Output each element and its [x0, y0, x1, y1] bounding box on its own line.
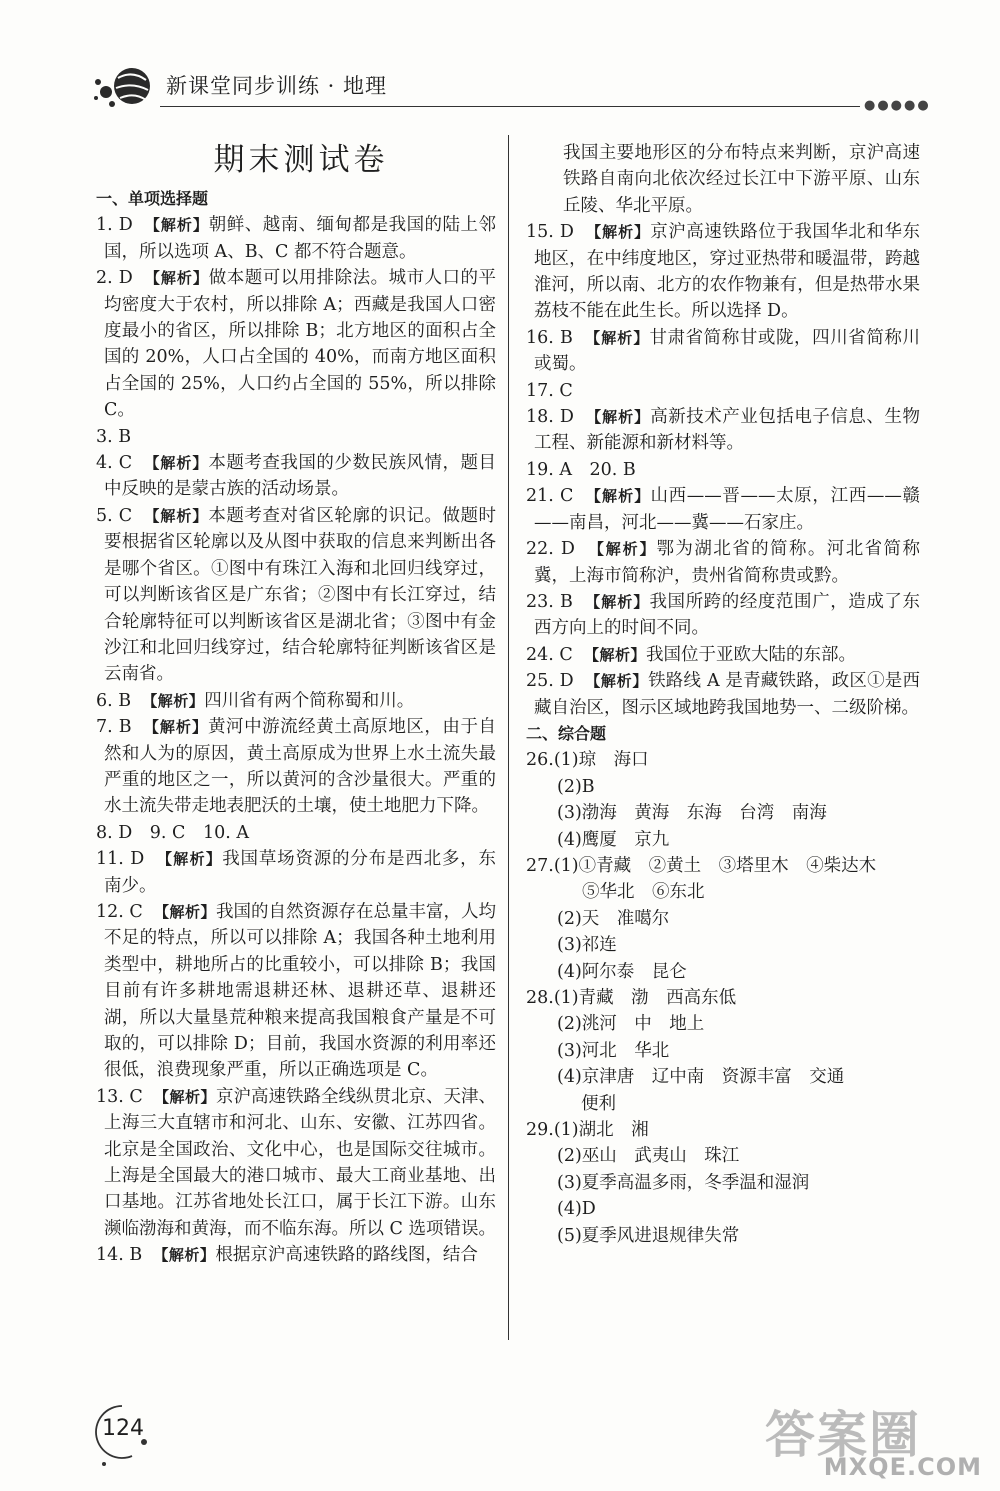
analysis-text: 朝鲜、越南、缅甸都是我国的陆上邻国，所以选项 A、B、C 都不符合题意。 [104, 215, 496, 262]
answer-number: 18. D [526, 407, 574, 428]
list-item: (3)夏季高温多雨，冬季温和湿润 [557, 1172, 810, 1193]
answer-item [96, 1084, 496, 1242]
answer-number: 24. C [526, 644, 573, 665]
list-item: ⑤华北 ⑥东北 [582, 882, 705, 903]
analysis-text: 京沪高速铁路位于我国华北和华东地区，在中纬度地区，穿过亚热带和暖温带，跨越淮河，所以南、北方的农作物兼有，但是热带水果荔枝不能在此生长。所以选择 D。 [534, 222, 920, 322]
answer-item [96, 899, 496, 1084]
question-28 [526, 985, 920, 1117]
analysis-text: 本题考查对省区轮廓的识记。做题时要根据省区轮廓以及从图中获取的信息来判断出各是哪个省区。①图中有珠江入海和北回归线穿过，可以判断该省区是广东省；②图中有长江穿过，结合轮廓特征可以判断该省区是湖北省；③图中有金沙江和北回归线穿过，结合轮廓特征判断该省区是云南省。 [104, 505, 497, 685]
list-item: 29.(1)湖北 湘 [526, 1120, 649, 1141]
answer-number: 16. B [526, 327, 573, 348]
list-item: (5)夏季风进退规律失常 [557, 1225, 740, 1246]
watermark [735, 1395, 990, 1485]
answer-item [526, 457, 920, 483]
analysis-tag: 【解析】 [153, 1246, 216, 1265]
list-item: (3)祁连 [557, 935, 617, 956]
watermark-url: MXQE.COM [823, 1453, 982, 1481]
analysis-tag: 【解析】 [583, 645, 646, 664]
analysis-tag: 【解析】 [585, 328, 650, 347]
right-column [526, 140, 920, 1249]
analysis-tag: 【解析】 [588, 540, 657, 559]
question-26 [526, 747, 920, 853]
answer-item [526, 325, 920, 378]
page-title: 期末测试卷 [213, 142, 389, 178]
analysis-text: 我国所跨的经度范围广，造成了东西方向上的时间不同。 [534, 591, 920, 639]
answer-item [96, 424, 496, 450]
answer-list-right [526, 219, 920, 721]
answer-number: 25. D [526, 671, 574, 692]
analysis-text: 高新技术产业包括电子信息、生物工程、新能源和新材料等。 [534, 407, 920, 454]
answer-number: 1. D [96, 215, 133, 236]
list-item: 26.(1)琼 海口 [526, 750, 649, 771]
answer-number: 5. C [96, 505, 133, 526]
analysis-text: 我国的自然资源存在总量丰富，人均不足的特点，所以可以排除 A；我国各种土地利用类型中，耕地所占的比重较小，可以排除 B；我国目前有许多耕地需退耕还林、退耕还草、退耕还湖，所以大量垦荒种粮来提高我国粮食产量是不可取的，可以排除 D；目前，我国水资源的利用率还很低，浪费现象严重，所以正确选项是 C。 [104, 901, 496, 1081]
analysis-tag: 【解析】 [586, 408, 651, 427]
analysis-text: 铁路线 A 是青藏铁路，政区①是西藏自治区，图示区域地跨我国地势一、二级阶梯。 [534, 671, 920, 718]
answer-item [526, 378, 920, 404]
answer-item [526, 589, 920, 642]
analysis-tag: 【解析】 [586, 223, 651, 242]
answer-14-continued: 我国主要地形区的分布特点来判断，京沪高速铁路自南向北依次经过长江中下游平原、山东丘陵、华北平原。 [563, 143, 920, 216]
answer-number: 3. B [96, 426, 132, 447]
analysis-tag: 【解析】 [585, 487, 651, 506]
answer-number: 22. D [526, 539, 575, 560]
analysis-text: 甘肃省简称甘或陇，四川省简称川或蜀。 [534, 327, 920, 375]
answer-number: 4. C [96, 453, 133, 474]
answer-item [96, 450, 496, 503]
list-item: (4)D [557, 1199, 596, 1220]
answer-number: 23. B [526, 591, 573, 612]
list-item: 28.(1)青藏 渤 西高东低 [526, 988, 737, 1008]
list-item: (3)河北 华北 [557, 1040, 670, 1061]
globe-logo-icon [90, 62, 160, 112]
analysis-tag: 【解析】 [144, 269, 209, 288]
answer-number: 2. D [96, 268, 133, 289]
analysis-tag: 【解析】 [144, 454, 209, 473]
column-divider [508, 135, 509, 1340]
analysis-text: 京沪高速铁路全线纵贯北京、天津、上海三大直辖市和河北、山东、安徽、江苏四省。北京是全国政治、文化中心，也是国际交往城市。上海是全国最大的港口城市、最大工商业基地、出口基地。江苏省地处长江口，属于长江下游。山东濒临渤海和黄海，而不临东海。所以 C 选项错误。 [104, 1086, 497, 1239]
answer-item [96, 846, 496, 899]
answer-item [526, 219, 920, 325]
question-29 [526, 1117, 920, 1249]
analysis-text: 我国位于亚欧大陆的东部。 [645, 644, 856, 665]
answer-item [526, 483, 920, 536]
list-item: (2)B [557, 776, 595, 797]
section-heading-comprehensive: 二、综合题 [526, 723, 607, 743]
analysis-tag: 【解析】 [153, 1087, 216, 1106]
page-number-badge [92, 1398, 152, 1468]
analysis-tag: 【解析】 [144, 216, 209, 235]
list-item: (3)渤海 黄海 东海 台湾 南海 [557, 803, 827, 824]
list-item: (4)鹰厦 京九 [557, 829, 670, 850]
analysis-text: 本题考查我国的少数民族风情，题目中反映的是蒙古族的活动场景。 [104, 453, 497, 500]
analysis-tag: 【解析】 [144, 506, 209, 525]
book-title: 新课堂同步训练 · 地理 [166, 74, 388, 98]
answer-item [526, 642, 920, 668]
question-27 [526, 853, 920, 985]
answer-item [526, 536, 920, 589]
list-item: (2)洮河 中 地上 [557, 1014, 705, 1035]
list-item: (2)天 准噶尔 [557, 908, 670, 929]
list-item: 便利 [581, 1093, 616, 1114]
left-column [96, 140, 496, 1269]
answer-item [526, 668, 920, 721]
analysis-text: 四川省有两个简称蜀和川。 [204, 690, 415, 711]
analysis-tag: 【解析】 [585, 592, 650, 611]
answer-number: 13. C [96, 1086, 143, 1107]
analysis-text: 山西——晋——太原，江西——赣——南昌，河北——冀——石家庄。 [534, 486, 920, 533]
page-header [90, 62, 931, 113]
list-item: (4)京津唐 辽中南 资源丰富 交通 [557, 1067, 845, 1088]
answer-number: 11. D [96, 849, 145, 870]
answer-item [526, 404, 920, 457]
answer-number: 8. D 9. C 10. A [96, 822, 249, 843]
answer-number: 12. C [96, 901, 143, 922]
analysis-tag: 【解析】 [153, 902, 216, 921]
analysis-tag: 【解析】 [143, 718, 208, 737]
analysis-text: 我国草场资源的分布是西北多，东南少。 [104, 849, 496, 896]
answer-item [96, 714, 496, 820]
header-dots: ●●●●● [864, 98, 931, 113]
answer-number: 6. B [96, 690, 132, 711]
analysis-tag: 【解析】 [156, 850, 223, 869]
header-rule [160, 106, 860, 107]
answer-number: 19. A 20. B [526, 459, 636, 480]
answer-item [96, 820, 496, 846]
answer-item [96, 265, 496, 423]
analysis-text: 根据京沪高速铁路的路线图，结合 [215, 1245, 478, 1266]
answer-item [96, 688, 496, 714]
answer-item [96, 1242, 496, 1268]
analysis-tag: 【解析】 [142, 691, 205, 710]
list-item: (4)阿尔泰 昆仑 [557, 961, 687, 982]
answer-number: 7. B [96, 717, 132, 738]
answer-number: 21. C [526, 486, 574, 507]
analysis-text: 鄂为湖北省的简称。河北省简称冀，上海市简称沪，贵州省简称贵或黔。 [534, 539, 920, 586]
analysis-text: 黄河中游流经黄土高原地区，由于自然和人为的原因，黄土高原成为世界上水土流失最严重的地区之一，所以黄河的含沙量很大。严重的水土流失带走地表肥沃的土壤，使土地肥力下降。 [104, 717, 496, 817]
answer-item [96, 212, 496, 265]
analysis-tag: 【解析】 [585, 672, 649, 691]
answer-number: 17. C [526, 380, 573, 401]
answer-item [96, 503, 496, 688]
answer-list-left [96, 212, 496, 1268]
answer-number: 14. B [96, 1245, 143, 1266]
list-item: 27.(1)①青藏 ②黄土 ③塔里木 ④柴达木 [526, 855, 877, 876]
page-number: 124 [102, 1416, 144, 1441]
analysis-text: 做本题可以用排除法。城市人口的平均密度大于农村，所以排除 A；西藏是我国人口密度最小的省区，所以排除 B；北方地区的面积占全国的 20%，人口占全国的 40%，而南方地区面积占全国的 25%，人口约占全国的 55%，所以排除 C。 [104, 268, 496, 421]
section-heading-choice: 一、单项选择题 [96, 189, 209, 208]
list-item: (2)巫山 武夷山 珠江 [557, 1146, 740, 1167]
answer-number: 15. D [526, 222, 574, 243]
watermark-logo-text: 答案圈 [765, 1406, 921, 1464]
